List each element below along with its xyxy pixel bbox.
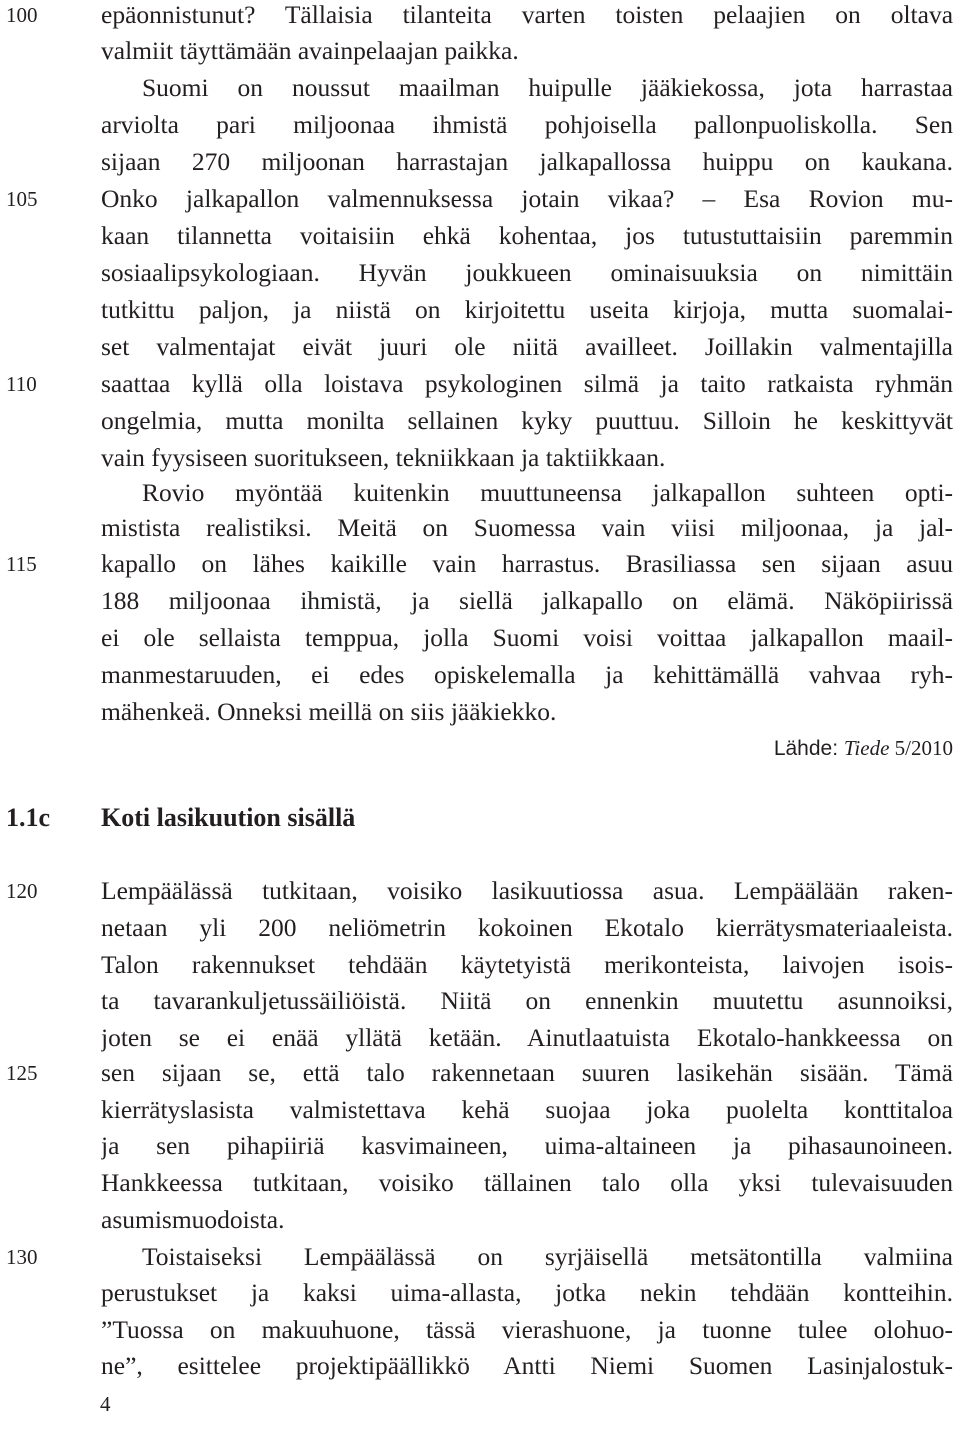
body-line: ”Tuossa on makuuhuone, tässä vierashuone, ja tuonne tulee olohuo- — [101, 1315, 953, 1344]
body-line: Toistaiseksi Lempäälässä on syrjäisellä metsätontilla valmiina — [142, 1242, 953, 1271]
body-line: sijaan 270 miljoonan harrastajan jalkapallossa huippu on kaukana. — [101, 147, 953, 176]
body-line: epäonnistunut? Tällaisia tilanteita varten toisten pelaajien on oltava — [101, 0, 953, 29]
source-label: Lähde: — [773, 737, 844, 760]
section-title: Koti lasikuution sisällä — [101, 803, 356, 832]
line-number: 115 — [6, 552, 37, 576]
body-line: ei ole sellaista temppua, jolla Suomi voisi voittaa jalkapallon maail- — [101, 623, 953, 652]
body-line: kaan tilannetta voitaisiin ehkä kohentaa, jos tutustuttaisiin paremmin — [101, 221, 953, 250]
section-number: 1.1c — [6, 803, 51, 832]
body-line: sosiaalipsykologiaan. Hyvän joukkueen ominaisuuksia on nimittäin — [101, 258, 953, 287]
body-line: Suomi on noussut maailman huipulle jääkiekossa, jota harrastaa — [142, 73, 953, 102]
body-line: joten se ei enää yllätä ketään. Ainutlaatuista Ekotalo-hankkeessa on — [101, 1023, 953, 1052]
body-line: Onko jalkapallon valmennuksessa jotain vikaa? – Esa Rovion mu- — [101, 184, 953, 213]
source-citation — [700, 730, 953, 767]
line-number: 130 — [6, 1245, 38, 1269]
body-line: Talon rakennukset tehdään käytetyistä merikonteista, laivojen isois- — [101, 950, 953, 979]
body-line: tutkittu paljon, ja niistä on kirjoitettu useita kirjoja, mutta suomalai- — [101, 295, 953, 324]
body-line: manmestaruuden, ei edes opiskelemalla ja kehittämällä vahvaa ryh- — [101, 660, 953, 689]
body-line: ta tavarankuljetussäiliöistä. Niitä on ennenkin muutettu asunnoiksi, — [101, 986, 953, 1015]
line-number: 120 — [6, 879, 38, 903]
line-number: 100 — [6, 3, 38, 27]
body-line: mähenkeä. Onneksi meillä on siis jääkiekko. — [101, 697, 557, 726]
body-line: asumismuodoista. — [101, 1205, 285, 1234]
body-line: ja sen pihapiiriä kasvimaineen, uima-altaineen ja pihasaunoineen. — [101, 1131, 953, 1160]
body-line: arviolta pari miljoonaa ihmistä pohjoisella pallonpuoliskolla. Sen — [101, 110, 953, 139]
source-publication: Tiede — [843, 736, 890, 760]
body-line: kierrätyslasista valmistettava kehä suojaa joka puolelta konttitaloa — [101, 1095, 953, 1124]
body-line: netaan yli 200 neliömetrin kokoinen Ekotalo kierrätysmateriaaleista. — [101, 913, 953, 942]
body-line: ne”, esittelee projektipäällikkö Antti Niemi Suomen Lasinjalostuk- — [101, 1351, 953, 1380]
body-line: set valmentajat eivät juuri ole niitä availleet. Joillakin valmentajilla — [101, 332, 953, 361]
body-line: vain fyysiseen suoritukseen, tekniikkaan ja taktiikkaan. — [101, 443, 666, 472]
body-line: valmiit täyttämään avainpelaajan paikka. — [101, 36, 519, 65]
body-line: ongelmia, mutta monilta sellainen kyky puuttuu. Silloin he keskittyvät — [101, 406, 953, 435]
body-line: Rovio myöntää kuitenkin muuttuneensa jalkapallon suhteen opti- — [142, 478, 953, 507]
body-line: kapallo on lähes kaikille vain harrastus. Brasiliassa sen sijaan asuu — [101, 549, 953, 578]
body-line: sen sijaan se, että talo rakennetaan suuren lasikehän sisään. Tämä — [101, 1058, 953, 1087]
body-line: Hankkeessa tutkitaan, voisiko tällainen talo olla yksi tulevaisuuden — [101, 1168, 953, 1197]
line-number: 110 — [6, 372, 37, 396]
body-line: saattaa kyllä olla loistava psykologinen silmä ja taito ratkaista ryhmän — [101, 369, 953, 398]
page-number: 4 — [100, 1392, 111, 1416]
source-issue: 5/2010 — [889, 736, 953, 760]
line-number: 105 — [6, 187, 38, 211]
line-number: 125 — [6, 1061, 38, 1085]
body-line: mistista realistiksi. Meitä on Suomessa vain viisi miljoonaa, ja jal- — [101, 513, 953, 542]
body-line: perustukset ja kaksi uima-allasta, jotka nekin tehdään kontteihin. — [101, 1278, 953, 1307]
body-line: 188 miljoonaa ihmistä, ja siellä jalkapallo on elämä. Näköpiirissä — [101, 586, 953, 615]
body-line: Lempäälässä tutkitaan, voisiko lasikuutiossa asua. Lempäälään raken- — [101, 876, 953, 905]
